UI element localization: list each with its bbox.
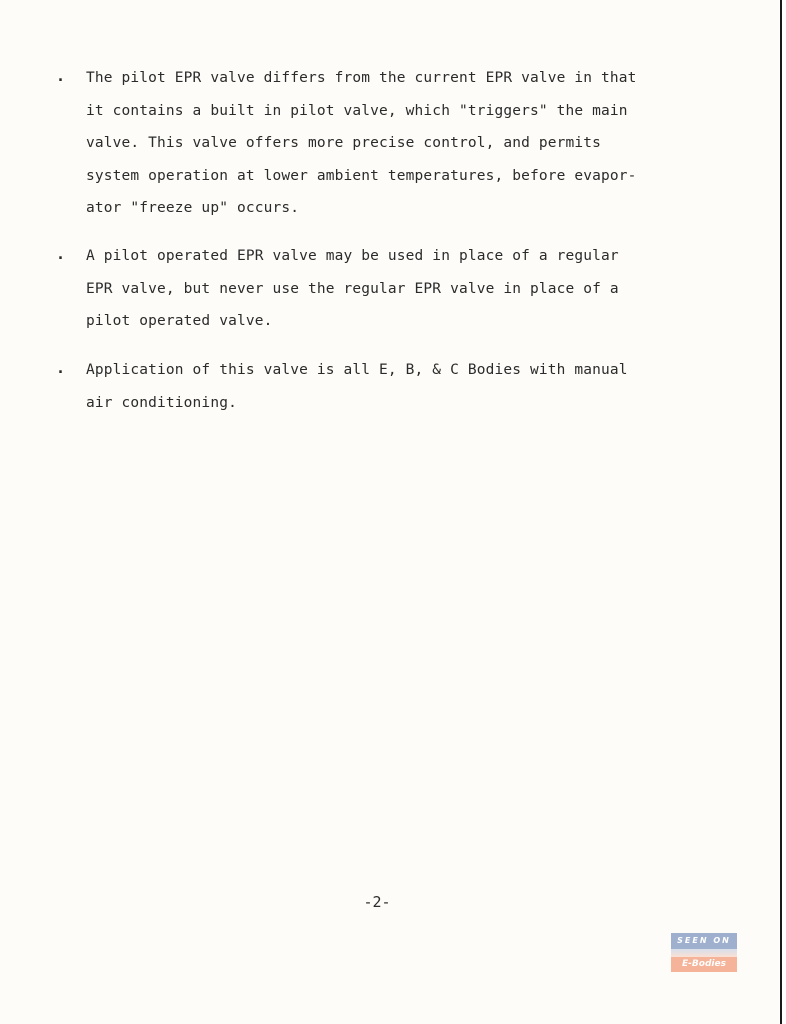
watermark-top-band: SEEN ON bbox=[671, 933, 737, 949]
bullet-mark: . bbox=[56, 245, 66, 263]
paragraph-text: Application of this valve is all E, B, & C Bodies with manual air conditioning. bbox=[86, 362, 628, 411]
paragraph-text: A pilot operated EPR valve may be used in place of a regular EPR valve, but never use the regular EPR valve in place of a pilot operated valve. bbox=[86, 248, 619, 329]
bullet-mark: . bbox=[56, 67, 66, 85]
seen-on-e-bodies-watermark-logo bbox=[671, 933, 737, 973]
paragraph-text: The pilot EPR valve differs from the current EPR valve in that it contains a built in pilot valve, which "triggers" the main valve. This valve offers more precise control, and permits system operation at lower ambient temperatures, before evapor- ator "freeze up" occurs. bbox=[86, 70, 637, 216]
page-number: -2- bbox=[363, 893, 391, 911]
bullet-mark: . bbox=[56, 359, 66, 377]
watermark-car-graphic bbox=[671, 949, 737, 957]
watermark-bottom-band: E-Bodies bbox=[671, 957, 737, 972]
